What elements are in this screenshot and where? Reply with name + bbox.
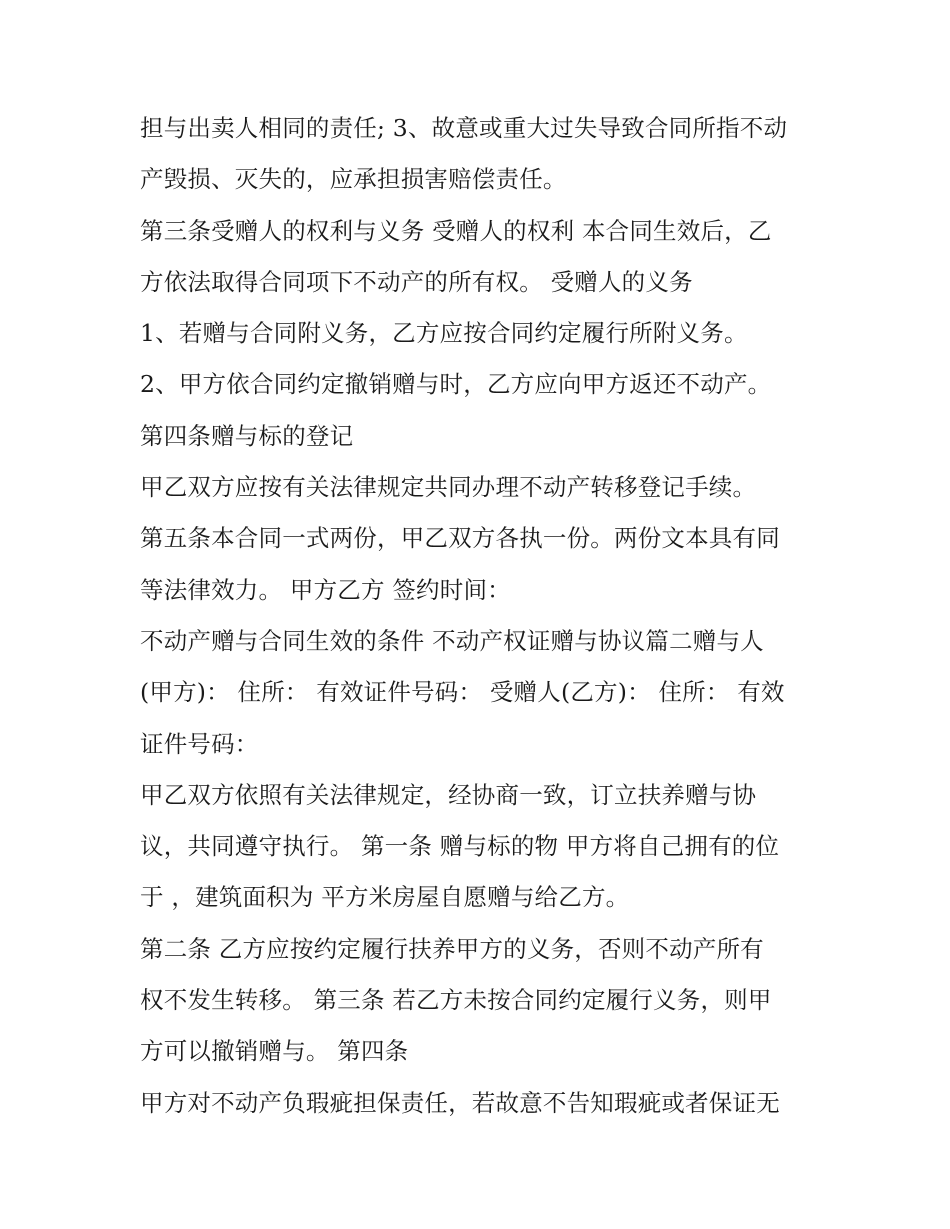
text-line: 产毁损、灭失的，应承担损害赔偿责任。 — [140, 165, 567, 194]
text-line: 第五条本合同一式两份，甲乙双方各执一份。两份文本具有同 — [140, 524, 780, 553]
text-line: (甲方)： 住所： 有效证件号码： 受赠人(乙方)： 住所： 有效 — [140, 678, 785, 707]
text-line: 不动产赠与合同生效的条件 不动产权证赠与协议篇二赠与人 — [140, 626, 764, 655]
document-body — [140, 103, 820, 1129]
text-line: 甲乙双方应按有关法律规定共同办理不动产转移登记手续。 — [140, 473, 757, 502]
text-line: 担与出卖人相同的责任; 3、故意或重大过失导致合同所指不动 — [140, 114, 788, 142]
text-line: 权不发生转移。 第三条 若乙方未按合同约定履行义务，则甲 — [140, 986, 772, 1015]
text-line: 第二条 乙方应按约定履行扶养甲方的义务，否则不动产所有 — [140, 934, 764, 963]
text-line: 第四条赠与标的登记 — [140, 421, 354, 450]
text-line: 甲乙双方依照有关法律规定，经协商一致，订立扶养赠与协 — [140, 780, 757, 809]
text-line: 证件号码： — [140, 729, 259, 758]
text-line: 于 ，建筑面积为 平方米房屋自愿赠与给乙方。 — [140, 883, 630, 912]
text-line: 甲方对不动产负瑕疵担保责任，若故意不告知瑕疵或者保证无 — [140, 1088, 780, 1117]
text-line: 方依法取得合同项下不动产的所有权。 受赠人的义务 — [140, 267, 693, 296]
text-line: 1、若赠与合同附义务，乙方应按合同约定履行所附义务。 — [140, 319, 748, 348]
text-line: 等法律效力。 甲方乙方 签约时间： — [140, 575, 511, 604]
text-line: 第三条受赠人的权利与义务 受赠人的权利 本合同生效后，乙 — [140, 216, 772, 245]
text-line: 2、甲方依合同约定撤销赠与时，乙方应向甲方返还不动产。 — [140, 370, 772, 399]
text-line: 议，共同遵守执行。 第一条 赠与标的物 甲方将自己拥有的位 — [140, 832, 780, 861]
text-line: 方可以撤销赠与。 第四条 — [140, 1037, 409, 1066]
